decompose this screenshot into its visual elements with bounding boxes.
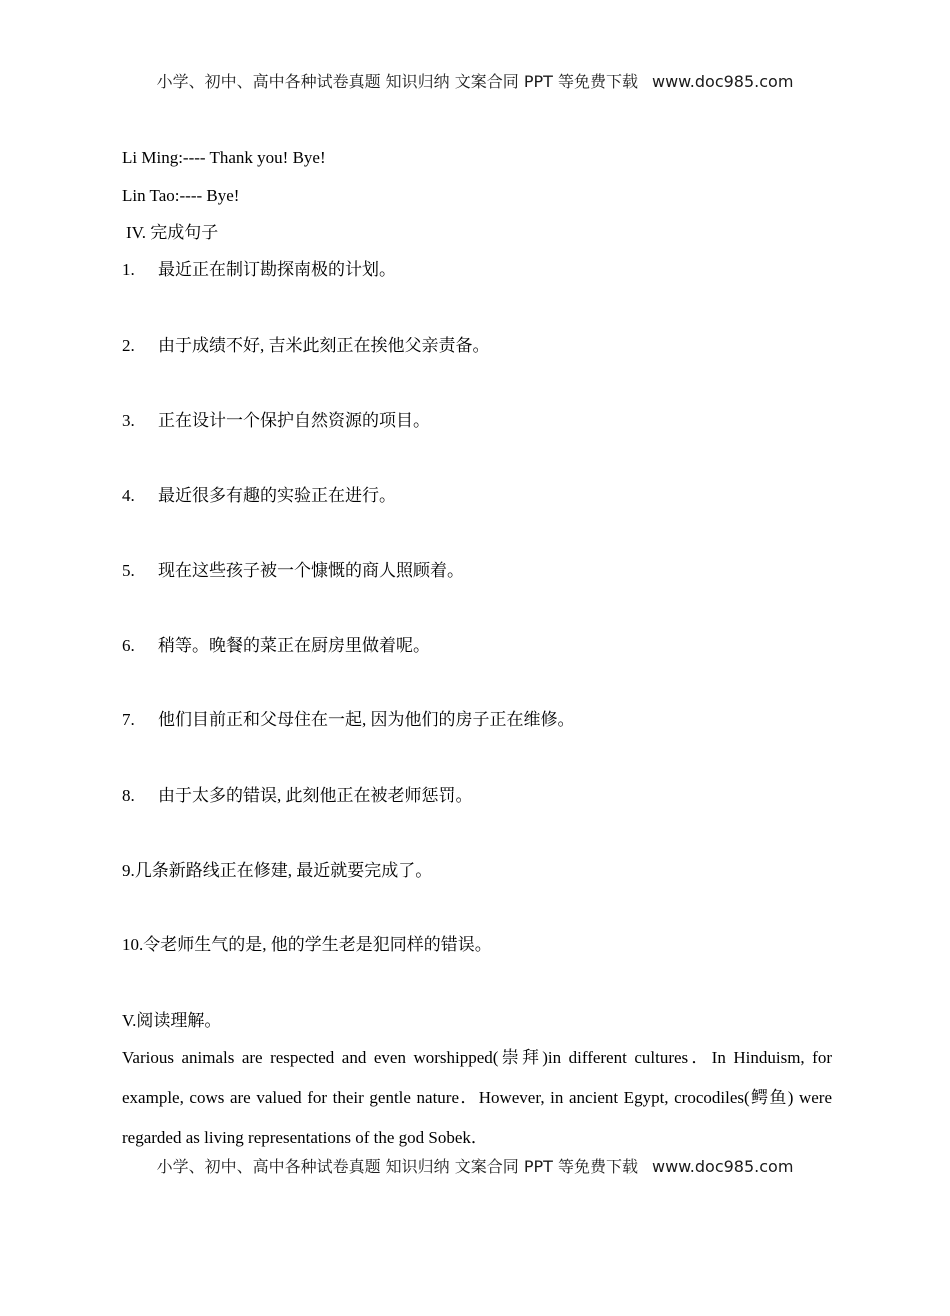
page-header	[0, 72, 950, 92]
section-5-title: V.阅读理解。	[122, 1011, 222, 1030]
header-url[interactable]: www.doc985.com	[652, 72, 794, 91]
reading-paragraph: Various animals are respected and even worshipped(崇拜)in different cultures．In Hinduism, for example, cows are valued for their gentle nature．However, in ancient Egypt, crocodiles(鳄鱼) were regarded as living representations of the god Sobek．	[122, 1048, 832, 1147]
header-text: 小学、初中、高中各种试卷真题 知识归纳 文案合同 PPT 等免费下载	[156, 72, 638, 91]
item-number: 4.	[122, 486, 135, 505]
sentence-item	[122, 709, 575, 731]
sentence-item	[122, 259, 396, 281]
item-text: 由于成绩不好, 吉米此刻正在挨他父亲责备。	[158, 336, 490, 355]
footer-text: 小学、初中、高中各种试卷真题 知识归纳 文案合同 PPT 等免费下载	[156, 1157, 638, 1176]
sentence-item	[122, 860, 432, 882]
item-text: 9.几条新路线正在修建, 最近就要完成了。	[122, 861, 433, 880]
dialogue-line-1: Li Ming:---- Thank you! Bye!	[122, 148, 326, 167]
item-number: 3.	[122, 411, 135, 430]
item-number: 1.	[122, 260, 135, 279]
item-number: 6.	[122, 636, 135, 655]
item-number: 7.	[122, 710, 135, 729]
sentence-item	[122, 485, 396, 507]
item-text: 现在这些孩子被一个慷慨的商人照顾着。	[158, 561, 464, 580]
sentence-item	[122, 560, 464, 582]
sentence-item	[122, 410, 430, 432]
sentence-item	[122, 785, 473, 807]
sentence-item	[122, 934, 492, 956]
item-number: 8.	[122, 786, 135, 805]
page-footer	[0, 1157, 950, 1177]
footer-url[interactable]: www.doc985.com	[652, 1157, 794, 1176]
item-text: 10.令老师生气的是, 他的学生老是犯同样的错误。	[122, 935, 492, 954]
item-number: 2.	[122, 336, 135, 355]
item-text: 稍等。晚餐的菜正在厨房里做着呢。	[158, 636, 430, 655]
item-text: 由于太多的错误, 此刻他正在被老师惩罚。	[158, 786, 473, 805]
sentence-item	[122, 635, 430, 657]
item-text: 最近正在制订勘探南极的计划。	[158, 260, 396, 279]
item-text: 他们目前正和父母住在一起, 因为他们的房子正在维修。	[158, 710, 575, 729]
dialogue-line-2: Lin Tao:---- Bye!	[122, 186, 240, 205]
item-text: 正在设计一个保护自然资源的项目。	[158, 411, 430, 430]
section-4-title: IV. 完成句子	[126, 223, 219, 242]
item-text: 最近很多有趣的实验正在进行。	[158, 486, 396, 505]
sentence-item	[122, 335, 490, 357]
item-number: 5.	[122, 561, 135, 580]
